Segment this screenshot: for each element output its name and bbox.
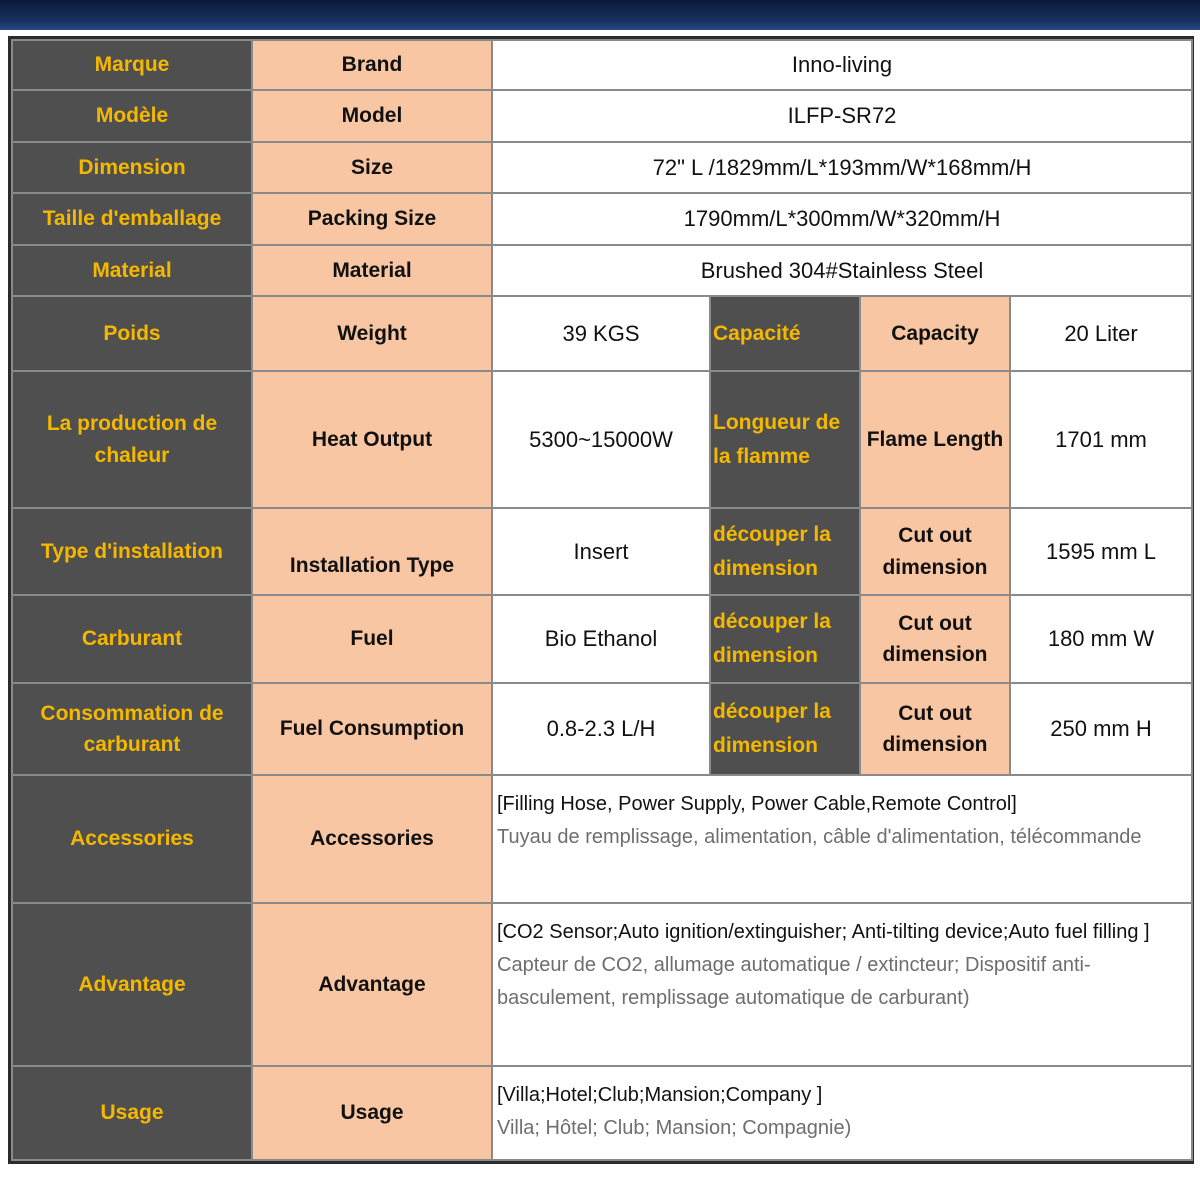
- value-accessories: [492, 775, 1192, 903]
- accessories-en-text: [Filling Hose, Power Supply, Power Cable,Remote Control]: [497, 793, 1017, 815]
- spec-sheet: [8, 36, 1194, 1164]
- value-size: 72" L /1829mm/L*193mm/W*168mm/H: [492, 142, 1192, 193]
- label-fr-model: Modèle: [12, 90, 252, 142]
- label-fr-size: Dimension: [12, 142, 252, 193]
- table-row: [12, 193, 1192, 245]
- table-row: [12, 903, 1192, 1066]
- label-fr-advantage: Advantage: [12, 903, 252, 1066]
- value-flame-length: 1701 mm: [1010, 371, 1192, 508]
- value-cutout-length: 1595 mm L: [1010, 508, 1192, 595]
- value-heat-output: 5300~15000W: [492, 371, 710, 508]
- label-fr-cutout-length: découper la dimension: [710, 508, 860, 595]
- label-fr-material: Material: [12, 245, 252, 296]
- value-usage: [492, 1066, 1192, 1160]
- label-en-fuel: Fuel: [252, 595, 492, 683]
- table-row: [12, 90, 1192, 142]
- label-fr-cutout-width: découper la dimension: [710, 595, 860, 683]
- value-advantage: [492, 903, 1192, 1066]
- label-en-packing: Packing Size: [252, 193, 492, 245]
- label-en-consumption: Fuel Consumption: [252, 683, 492, 775]
- table-row: [12, 1066, 1192, 1160]
- label-en-usage: Usage: [252, 1066, 492, 1160]
- table-row: [12, 683, 1192, 775]
- value-cutout-height: 250 mm H: [1010, 683, 1192, 775]
- value-capacity: 20 Liter: [1010, 296, 1192, 371]
- label-fr-flame-length: Longueur de la flamme: [710, 371, 860, 508]
- label-en-model: Model: [252, 90, 492, 142]
- table-row: [12, 775, 1192, 903]
- label-fr-accessories: Accessories: [12, 775, 252, 903]
- value-brand: Inno-living: [492, 40, 1192, 90]
- label-en-installation: Installation Type: [252, 508, 492, 595]
- label-fr-consumption: Consommation de carburant: [12, 683, 252, 775]
- table-row: [12, 371, 1192, 508]
- label-fr-capacity: Capacité: [710, 296, 860, 371]
- value-consumption: 0.8-2.3 L/H: [492, 683, 710, 775]
- label-en-heat-output: Heat Output: [252, 371, 492, 508]
- usage-fr-text: Villa; Hôtel; Club; Mansion; Compagnie): [497, 1117, 852, 1139]
- value-material: Brushed 304#Stainless Steel: [492, 245, 1192, 296]
- value-packing: 1790mm/L*300mm/W*320mm/H: [492, 193, 1192, 245]
- table-row: [12, 245, 1192, 296]
- accessories-fr-text: Tuyau de remplissage, alimentation, câble d'alimentation, télécommande: [497, 826, 1142, 848]
- value-weight: 39 KGS: [492, 296, 710, 371]
- label-fr-fuel: Carburant: [12, 595, 252, 683]
- label-en-cutout-height: Cut out dimension: [860, 683, 1010, 775]
- table-row: [12, 40, 1192, 90]
- table-row: [12, 508, 1192, 595]
- label-en-weight: Weight: [252, 296, 492, 371]
- value-installation: Insert: [492, 508, 710, 595]
- advantage-fr-text: Capteur de CO2, allumage automatique / extincteur; Dispositif anti-basculement, remplissage automatique de carburant): [497, 954, 1091, 1009]
- label-en-advantage: Advantage: [252, 903, 492, 1066]
- label-en-accessories: Accessories: [252, 775, 492, 903]
- value-cutout-width: 180 mm W: [1010, 595, 1192, 683]
- label-en-brand: Brand: [252, 40, 492, 90]
- table-row: [12, 296, 1192, 371]
- top-banner: [0, 0, 1200, 30]
- usage-en-text: [Villa;Hotel;Club;Mansion;Company ]: [497, 1084, 823, 1106]
- label-en-capacity: Capacity: [860, 296, 1010, 371]
- label-fr-heat-output: La production de chaleur: [12, 371, 252, 508]
- advantage-en-text: [CO2 Sensor;Auto ignition/extinguisher; Anti-tilting device;Auto fuel filling ]: [497, 921, 1150, 943]
- label-fr-cutout-height: découper la dimension: [710, 683, 860, 775]
- table-row: [12, 142, 1192, 193]
- label-en-material: Material: [252, 245, 492, 296]
- label-fr-usage: Usage: [12, 1066, 252, 1160]
- table-row: [12, 595, 1192, 683]
- label-en-size: Size: [252, 142, 492, 193]
- label-en-cutout-width: Cut out dimension: [860, 595, 1010, 683]
- value-model: ILFP-SR72: [492, 90, 1192, 142]
- spec-table: [11, 39, 1193, 1161]
- label-en-cutout-length: Cut out dimension: [860, 508, 1010, 595]
- label-en-flame-length: Flame Length: [860, 371, 1010, 508]
- label-fr-packing: Taille d'emballage: [12, 193, 252, 245]
- label-fr-installation: Type d'installation: [12, 508, 252, 595]
- label-fr-weight: Poids: [12, 296, 252, 371]
- label-fr-brand: Marque: [12, 40, 252, 90]
- value-fuel: Bio Ethanol: [492, 595, 710, 683]
